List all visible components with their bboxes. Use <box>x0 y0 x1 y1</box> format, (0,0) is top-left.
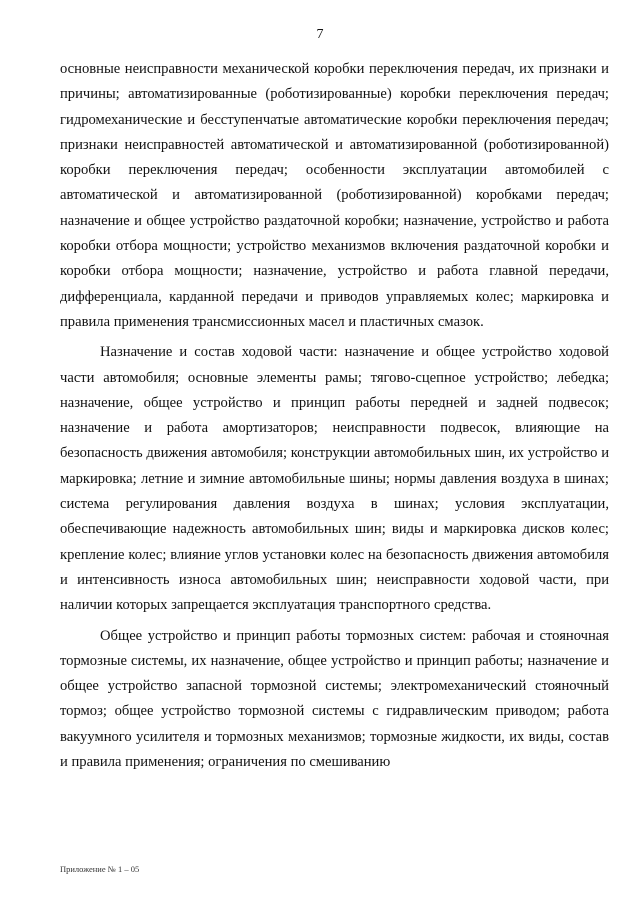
paragraph-brake-systems: Общее устройство и принцип работы тормозных систем: рабочая и стояночная тормозные системы, их назначение, общее устройство и принцип работы; назначение и общее устройство запасной тормозной системы; электромеханический стояночный тормоз; общее устройство тормозной системы с гидравлическим приводом; работа вакуумного усилителя и тормозных механизмов; тормозные жидкости, их виды, состав и правила применения; ограничения по смешиванию <box>60 627 609 771</box>
document-body <box>60 57 609 775</box>
paragraph-transmission: основные неисправности механической коробки переключения передач, их признаки и причины; автоматизированные (роботизированные) коробки переключения передач; гидромеханические и бесступенчатые автоматические коробки переключения передач; признаки неисправностей автоматической и автоматизированной (роботизированной) коробки переключения передач; особенности эксплуатации автомобилей с автоматической и автоматизированной (роботизированной) коробками передач; назначение и общее устройство раздаточной коробки; назначение, устройство и работа коробки отбора мощности; устройство механизмов включения раздаточной коробки и коробки отбора мощности; назначение, устройство и работа главной передачи, дифференциала, карданной передачи и приводов управляемых колес; маркировка и правила применения трансмиссионных масел и пластичных смазок. <box>60 61 609 330</box>
paragraph-running-gear: Назначение и состав ходовой части: назначение и общее устройство ходовой части автомобиля; основные элементы рамы; тягово-сцепное устройство; лебедка; назначение, общее устройство и принцип работы передней и задней подвесок; назначение и работа амортизаторов; неисправности подвесок, влияющие на безопасность движения автомобиля; конструкции автомобильных шин, их устройство и маркировка; летние и зимние автомобильные шины; нормы давления воздуха в шинах; система регулирования давления воздуха в шинах; условия эксплуатации, обеспечивающие надежность автомобильных шин; виды и маркировка дисков колес; крепление колес; влияние углов установки колес на безопасность движения автомобиля и интенсивность износа автомобильных шин; неисправности ходовой части, при наличии которых запрещается эксплуатация транспортного средства. <box>60 344 609 614</box>
page-number: 7 <box>316 27 324 42</box>
footer-note: Приложение № 1 – 05 <box>60 864 140 874</box>
